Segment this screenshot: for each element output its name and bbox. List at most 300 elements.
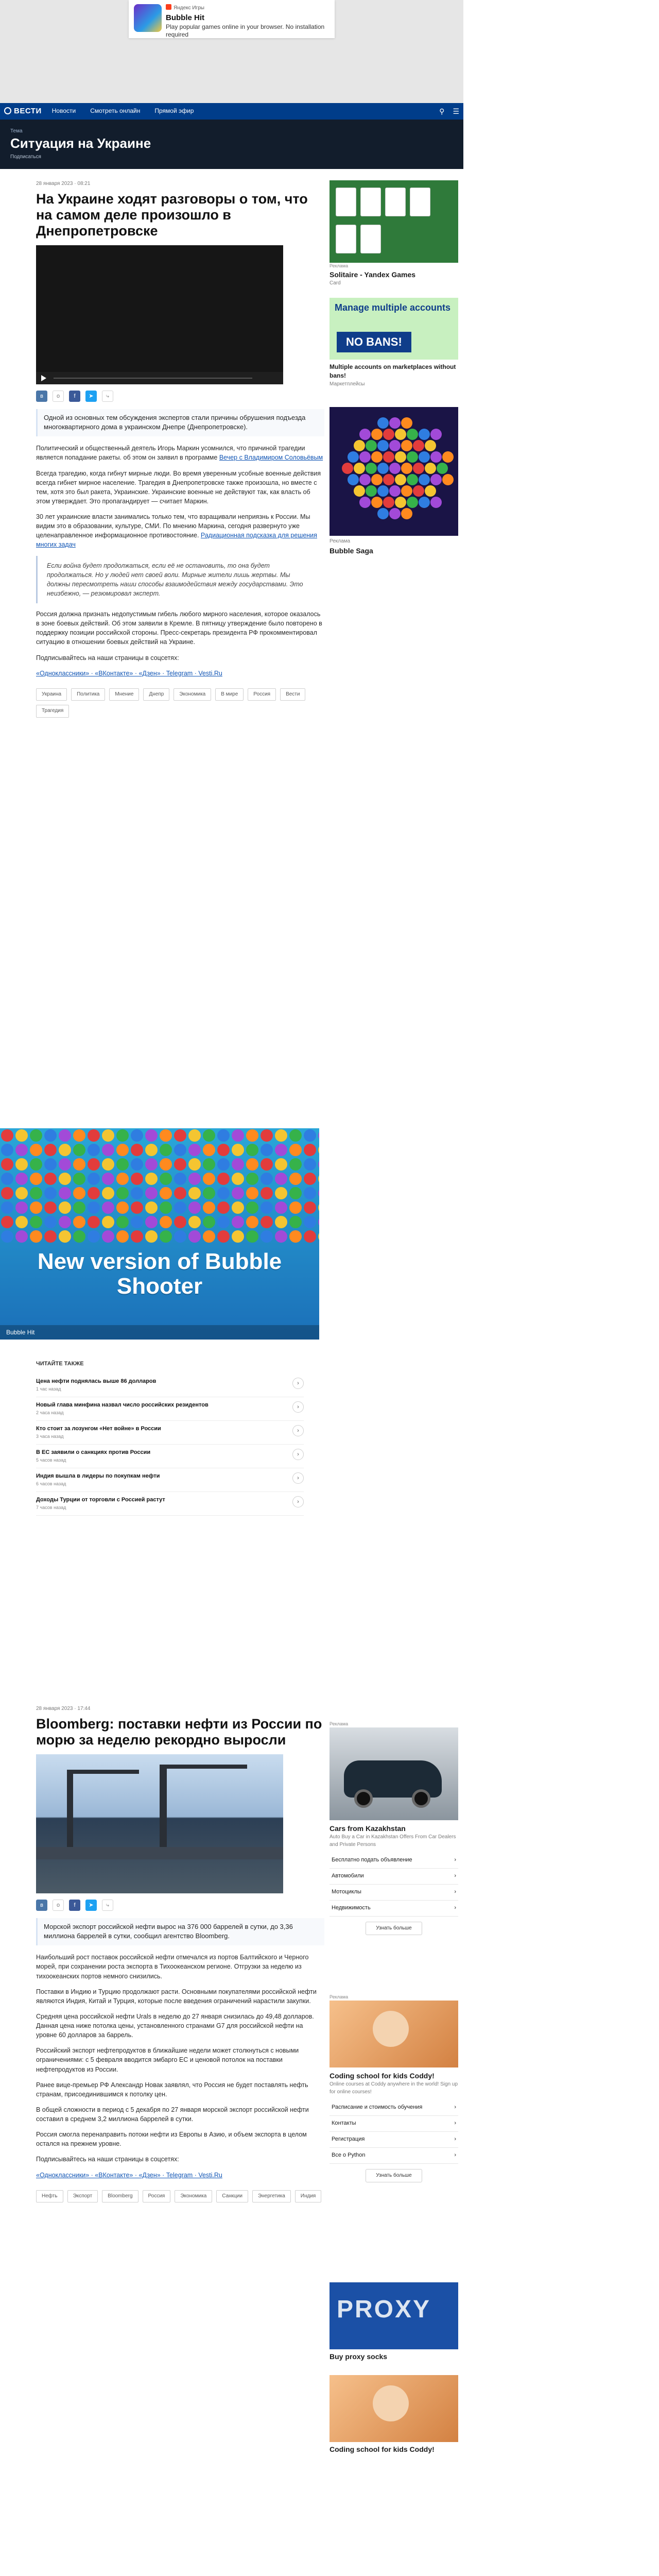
bubble-shape <box>304 1216 316 1228</box>
bubble-shape <box>1 1230 13 1243</box>
logo-text: ВЕСТИ <box>14 107 42 116</box>
bubble-shape <box>359 451 371 463</box>
bubble-headline: New version of Bubble Shooter <box>37 1249 282 1299</box>
tag[interactable]: Санкции <box>216 2190 248 2203</box>
bubble-shape <box>116 1129 129 1142</box>
arrow-right-icon: › <box>292 1401 304 1413</box>
play-icon[interactable] <box>41 375 46 381</box>
article-paragraph: Наибольший рост поставок российской нефти отмечался из портов Балтийского и Черного морей, при сохранении роста экспорта в Тихоокеанском регионе. Отгрузки за неделю из тихоокеанских портов немного снизились. <box>36 1954 309 1980</box>
bubble-shape <box>289 1129 302 1142</box>
bubble-shape <box>116 1158 129 1171</box>
tag[interactable]: Трагедия <box>36 705 69 718</box>
menu-item[interactable] <box>330 1853 458 1869</box>
article-paragraph <box>36 512 324 550</box>
item-time: 2 часа назад <box>36 1410 64 1415</box>
bubble-shape <box>102 1158 114 1171</box>
card-icon <box>336 225 356 253</box>
chevron-right-icon: › <box>454 1905 456 1911</box>
face-shape <box>373 2385 409 2421</box>
bubble-grid <box>0 1128 319 1236</box>
bubble-shape <box>30 1187 42 1199</box>
fb-share-icon[interactable]: f <box>69 1900 80 1911</box>
bubble-shape <box>145 1216 158 1228</box>
bubble-shape <box>232 1173 244 1185</box>
bubble-shape <box>430 429 442 440</box>
card-icon <box>336 188 356 216</box>
article-paragraph: Всегда трагедию, когда гибнут мирные люди. Во время уверенным усобные военные действия всегда гибнет мирное население. Трагедия в Днепропетровске также произошла, но вместе с тем, хотя это был ракета, Украинские. Украинские военные не действуют так, как власть об этом утверждает. Это пропагандирует — считает Маркин. <box>36 469 321 505</box>
bubble-shape <box>131 1173 143 1185</box>
bubble-shape <box>371 429 383 440</box>
crane-shape <box>67 1770 73 1852</box>
bubble-shape <box>425 485 436 497</box>
bubble-shape <box>275 1173 287 1185</box>
tag[interactable]: В мире <box>215 688 244 701</box>
tag[interactable]: Экономика <box>174 688 211 701</box>
article-lead: Морской экспорт российской нефти вырос на 376 000 баррелей в сутки, до 3,36 миллиона баррелей в сутки, сообщил агентство Bloomberg. <box>36 1918 324 1946</box>
bubble-shape <box>371 474 383 485</box>
article-paragraph: Российский экспорт нефтепродуктов в ближайшие недели может столкнуться с новыми ограничениями: с 5 февраля вводится эмбарго ЕС и ценовой потолок на поставки нефтепродуктов из России. <box>36 2047 299 2073</box>
bubble-shape <box>430 497 442 508</box>
card-icon <box>385 188 406 216</box>
menu-item[interactable] <box>330 2148 458 2164</box>
bubble-shape <box>232 1230 244 1243</box>
bubble-shape <box>348 474 359 485</box>
tag[interactable]: Политика <box>71 688 105 701</box>
share-bar <box>36 391 324 402</box>
learn-more-button[interactable]: Узнать больше <box>366 2169 422 2182</box>
bubble-shape <box>232 1144 244 1156</box>
section-header <box>10 128 283 161</box>
share-bar <box>36 1900 324 1911</box>
bubble-shape <box>59 1158 71 1171</box>
bubble-shape <box>174 1230 186 1243</box>
ad-title: Bubble Hit <box>166 13 204 22</box>
bubble-shape <box>160 1216 172 1228</box>
bubble-shape <box>275 1216 287 1228</box>
chevron-right-icon: › <box>454 1873 456 1879</box>
marketplace-banner <box>330 298 458 360</box>
bubble-shape <box>246 1201 258 1214</box>
list-item[interactable] <box>36 1492 304 1516</box>
bubble-shape <box>401 417 412 429</box>
proxy-ad[interactable] <box>330 2282 458 2362</box>
bubble-shape <box>275 1187 287 1199</box>
bubble-shape <box>59 1187 71 1199</box>
car-image <box>330 1727 458 1820</box>
bubble-shape <box>203 1201 215 1214</box>
article-quote: Если война будет продолжаться, если её не остановить, то она будет продолжаться. Но у людей нет своей воли. Мирные жители лишь жертвы. Мы должны пересмотреть наши способы взаимодействия между государствами. Это неизбежно, — резюмировал эксперт. <box>36 556 324 604</box>
bubble-shape <box>289 1144 302 1156</box>
ad-title: Cars from Kazakhstan <box>330 1824 406 1833</box>
chevron-right-icon: › <box>454 1889 456 1895</box>
nav-link-watch[interactable]: Смотреть онлайн <box>90 107 141 115</box>
bubble-shape <box>15 1129 28 1142</box>
bubble-shape <box>1 1144 13 1156</box>
article-title: На Украине ходят разговоры о том, что на самом деле произошло в Днепропетровске <box>36 191 308 239</box>
bubble-shape <box>377 463 389 474</box>
vk-share-icon[interactable]: в <box>36 1900 47 1911</box>
bubble-shape <box>131 1158 143 1171</box>
bubble-shape <box>217 1129 230 1142</box>
bubble-shape <box>359 497 371 508</box>
bubble-shape <box>389 417 401 429</box>
coding-school-ad-2[interactable] <box>330 2375 458 2454</box>
bubble-shape <box>160 1173 172 1185</box>
bubble-shape <box>102 1129 114 1142</box>
bubble-shape <box>188 1158 201 1171</box>
bubble-shape <box>395 474 406 485</box>
menu-icon[interactable]: ☰ <box>453 107 459 115</box>
breadcrumb[interactable]: Тема <box>10 128 23 134</box>
tag-list <box>36 688 324 718</box>
video-progress[interactable] <box>54 378 252 379</box>
bubble-shape <box>116 1201 129 1214</box>
bubble-shape <box>261 1230 273 1243</box>
bubble-shape <box>354 485 365 497</box>
list-item[interactable] <box>36 1374 304 1397</box>
tag[interactable]: Bloomberg <box>102 2190 138 2203</box>
menu-item[interactable] <box>330 2132 458 2148</box>
item-title: В ЕС заявили о санкциях против России <box>36 1449 151 1455</box>
bubble-shape <box>174 1129 186 1142</box>
bubble-shape <box>44 1230 57 1243</box>
bubble-shape <box>232 1187 244 1199</box>
bubble-shape <box>145 1158 158 1171</box>
bubble-shape <box>304 1144 316 1156</box>
bubble-shape <box>389 485 401 497</box>
crane-shape <box>160 1765 167 1852</box>
ad-description: Online courses at Coddy anywhere in the world! Sign up for online courses! <box>330 2081 458 2095</box>
bubble-shape <box>318 1230 319 1243</box>
bubble-shape <box>131 1187 143 1199</box>
solitaire-ad[interactable] <box>330 180 458 287</box>
tag[interactable]: Экспорт <box>67 2190 98 2203</box>
menu-item[interactable] <box>330 2116 458 2132</box>
ad-caption: Multiple accounts on marketplaces without bans! <box>330 363 456 380</box>
article-title: Bloomberg: поставки нефти из России по морю за неделю рекордно выросли <box>36 1716 322 1748</box>
bubble-shape <box>246 1230 258 1243</box>
list-item[interactable] <box>36 1468 304 1492</box>
search-icon[interactable]: ⚲ <box>439 107 445 115</box>
menu-item[interactable] <box>330 1869 458 1885</box>
bubble-shape <box>116 1216 129 1228</box>
ad-label: Рекламa <box>330 263 349 268</box>
ad-menu <box>330 2100 458 2164</box>
proxy-watermark: PROXY <box>337 2296 431 2323</box>
oil-terminal-image <box>36 1754 283 1893</box>
bubble-shape <box>413 440 424 451</box>
ad-source-label: Яндекс Игры <box>174 5 204 11</box>
logo-circle-icon <box>4 107 11 114</box>
bubble-shape <box>15 1216 28 1228</box>
menu-item[interactable] <box>330 1885 458 1901</box>
bubble-shape <box>73 1144 85 1156</box>
bubble-shape <box>174 1187 186 1199</box>
bubble-shape <box>203 1144 215 1156</box>
bubble-shape <box>419 474 430 485</box>
tg-share-icon[interactable]: ➤ <box>85 391 97 402</box>
inline-link[interactable]: Радиационная подсказка для решения многих задач <box>36 532 317 549</box>
bubble-shape <box>389 508 401 519</box>
bubble-footer: Bubble Hit <box>0 1325 319 1340</box>
bubble-shape <box>116 1230 129 1243</box>
learn-more-button[interactable]: Узнать больше <box>366 1922 422 1935</box>
program-link[interactable]: Вечер с Владимиром Соловьёвым <box>219 454 323 462</box>
bubble-shape <box>407 429 418 440</box>
bubble-shape <box>1 1201 13 1214</box>
article-lead: Одной из основных тем обсуждения экспертов стали причины обрушения подъезда многоквартирного дома в украинском Днепре (Днепропетровске). <box>36 409 324 437</box>
list-item[interactable] <box>36 1397 304 1421</box>
bubble-shape <box>275 1144 287 1156</box>
bubble-shape <box>131 1216 143 1228</box>
bubble-shape <box>188 1230 201 1243</box>
bubble-shape <box>88 1216 100 1228</box>
bubble-shape <box>377 485 389 497</box>
subscribe-link[interactable]: Подписаться <box>10 154 41 160</box>
bubble-shape <box>203 1187 215 1199</box>
bubble-shape <box>88 1187 100 1199</box>
site-logo[interactable] <box>4 106 42 117</box>
bubble-shape <box>1 1216 13 1228</box>
tag-list <box>36 2190 324 2203</box>
bubble-shape <box>442 451 454 463</box>
bubble-shape <box>15 1144 28 1156</box>
bubble-shape <box>389 463 401 474</box>
bubble-shape <box>261 1216 273 1228</box>
menu-item-label: Расписание и стоимость обучения <box>332 2104 423 2111</box>
ok-share-icon[interactable]: о <box>53 391 64 402</box>
bubble-shooter-ad[interactable] <box>0 1128 319 1340</box>
bubble-shape <box>160 1187 172 1199</box>
bubble-shape <box>407 474 418 485</box>
bubble-shape <box>413 463 424 474</box>
link-share-icon[interactable]: ⤷ <box>102 391 113 402</box>
tag[interactable]: Россия <box>248 688 276 701</box>
bubble-shape <box>174 1216 186 1228</box>
marketplace-ad[interactable] <box>330 298 458 388</box>
video-player[interactable] <box>36 245 283 384</box>
bubble-shape <box>442 474 454 485</box>
bubble-shape <box>232 1129 244 1142</box>
bubble-shape <box>413 485 424 497</box>
ok-share-icon[interactable]: о <box>53 1900 64 1911</box>
bubble-shape <box>44 1201 57 1214</box>
tag[interactable]: Украина <box>36 688 67 701</box>
bubble-shape <box>30 1144 42 1156</box>
article-paragraph: В общей сложности в период с 5 декабря по 27 января морской экспорт российской нефти составил в среднем 3,2 миллиона баррелей в сутки. <box>36 2106 309 2123</box>
bubble-shape <box>401 463 412 474</box>
bubble-shape <box>354 463 365 474</box>
vk-share-icon[interactable]: в <box>36 391 47 402</box>
menu-item-label: Недвижимость <box>332 1905 371 1911</box>
bubble-saga-ad[interactable] <box>330 407 458 556</box>
bubble-shape <box>145 1173 158 1185</box>
bubble-shape <box>203 1158 215 1171</box>
bubble-shape <box>246 1158 258 1171</box>
social-link-list[interactable]: «Одноклассники» · «ВКонтакте» · «Дзен» · Telegram · Vesti.Ru <box>36 669 222 677</box>
video-controls <box>36 372 283 384</box>
bubble-shape <box>188 1144 201 1156</box>
bubble-shape <box>116 1187 129 1199</box>
bubble-shape <box>15 1173 28 1185</box>
bubble-shape <box>359 429 371 440</box>
tag[interactable]: Экономика <box>175 2190 212 2203</box>
bubble-shape <box>318 1158 319 1171</box>
banner-headline: Manage multiple accounts <box>335 302 451 313</box>
bubble-shape <box>289 1187 302 1199</box>
bubble-shape <box>131 1230 143 1243</box>
tag[interactable]: Вести <box>280 688 305 701</box>
bubble-shape <box>304 1230 316 1243</box>
bubble-shape <box>88 1144 100 1156</box>
bubble-shape <box>318 1201 319 1214</box>
social-links <box>36 2171 324 2180</box>
bubble-shape <box>73 1158 85 1171</box>
bubble-shape <box>174 1173 186 1185</box>
bubble-shape <box>131 1144 143 1156</box>
bubble-shape <box>145 1201 158 1214</box>
bubble-shape <box>318 1129 319 1142</box>
bubble-shape <box>59 1230 71 1243</box>
bubble-shape <box>160 1201 172 1214</box>
bubble-shape <box>383 429 394 440</box>
paragraph-text: 30 лет украинские власти занимались только тем, что взращивали неприязнь к России. Мы видим это в образовании, культуре, СМИ. По мнению Маркина, сегодня развернуто уже целенаправленное информационное противостояние. <box>36 513 310 539</box>
bubble-shape <box>88 1201 100 1214</box>
item-time: 6 часов назад <box>36 1481 66 1486</box>
bubble-shape <box>73 1187 85 1199</box>
bubble-shape <box>44 1129 57 1142</box>
bubble-shape <box>30 1129 42 1142</box>
bubble-shape <box>217 1173 230 1185</box>
yandex-icon <box>166 4 171 10</box>
bubble-shape <box>419 429 430 440</box>
bubble-shape <box>131 1201 143 1214</box>
menu-item-label: Все о Python <box>332 2152 366 2159</box>
tag[interactable]: Мнение <box>109 688 139 701</box>
bubble-shape <box>275 1230 287 1243</box>
article-paragraph: Ранее вице-премьер РФ Александр Новак заявлял, что Россия не будет поставлять нефть странам, присоединившимся к потолку цен. <box>36 2081 308 2098</box>
bubble-shape <box>419 451 430 463</box>
subscribe-text: Подписывайтесь на наши страницы в соцсетях: <box>36 2156 179 2163</box>
game-ad[interactable] <box>129 0 335 38</box>
bubble-shape <box>131 1129 143 1142</box>
bubble-shape <box>366 463 377 474</box>
bubble-shape <box>275 1158 287 1171</box>
bubble-shape <box>377 440 389 451</box>
bubble-shape <box>304 1173 316 1185</box>
bubble-shape <box>160 1158 172 1171</box>
section-title[interactable]: Ситуация на Украине <box>10 135 151 151</box>
bubble-shape <box>217 1158 230 1171</box>
nav-icons <box>439 106 459 116</box>
car-ad[interactable] <box>330 1721 458 1935</box>
item-title: Цена нефти поднялась выше 86 долларов <box>36 1378 157 1384</box>
bubble-shape <box>116 1144 129 1156</box>
list-item[interactable] <box>36 1445 304 1468</box>
tg-share-icon[interactable]: ➤ <box>85 1900 97 1911</box>
bubble-shape <box>246 1129 258 1142</box>
bubble-shape <box>289 1201 302 1214</box>
bubble-shape <box>261 1144 273 1156</box>
bubble-shape <box>401 485 412 497</box>
bubble-shape <box>15 1230 28 1243</box>
bubble-shape <box>275 1129 287 1142</box>
tag[interactable]: Россия <box>143 2190 171 2203</box>
menu-item-label: Автомобили <box>332 1873 364 1879</box>
tag[interactable]: Индия <box>295 2190 322 2203</box>
bubble-shape <box>1 1158 13 1171</box>
main-navbar <box>0 103 463 120</box>
bubble-shape <box>188 1129 201 1142</box>
bubble-shape <box>145 1129 158 1142</box>
ad-menu <box>330 1853 458 1917</box>
nav-link-live[interactable]: Прямой эфир <box>154 107 194 115</box>
article-date: 28 января 2023 · 17:44 <box>36 1706 91 1711</box>
bubble-shape <box>261 1129 273 1142</box>
ad-source <box>166 4 328 12</box>
tag[interactable]: Нефть <box>36 2190 63 2203</box>
bubble-shape <box>289 1216 302 1228</box>
bubble-shape <box>232 1201 244 1214</box>
bubble-shape <box>377 417 389 429</box>
menu-item[interactable] <box>330 1901 458 1917</box>
bubble-shape <box>261 1187 273 1199</box>
nav-link-news[interactable]: Новости <box>51 107 76 115</box>
bubble-shape <box>44 1216 57 1228</box>
social-link-list[interactable]: «Одноклассники» · «ВКонтакте» · «Дзен» · Telegram · Vesti.Ru <box>36 2171 222 2179</box>
bubble-shape <box>203 1173 215 1185</box>
bubble-shape <box>59 1201 71 1214</box>
coding-school-ad[interactable] <box>330 1994 458 2182</box>
card-icon <box>360 225 381 253</box>
bubble-shape <box>88 1173 100 1185</box>
bubble-shape <box>342 463 353 474</box>
menu-item[interactable] <box>330 2100 458 2116</box>
wheel-shape <box>354 1789 373 1808</box>
bubble-shape <box>30 1173 42 1185</box>
list-item[interactable] <box>36 1421 304 1445</box>
article-date: 28 января 2023 · 08:21 <box>36 181 91 187</box>
tag[interactable]: Энергетика <box>252 2190 291 2203</box>
item-time: 1 час назад <box>36 1386 61 1392</box>
ad-description: Auto Buy a Car in Kazakhstan Offers From Car Dealers and Private Persons <box>330 1834 456 1848</box>
bubble-shape <box>430 474 442 485</box>
bubble-shape <box>318 1173 319 1185</box>
bubble-shape <box>430 451 442 463</box>
bubble-shape <box>425 463 436 474</box>
fb-share-icon[interactable]: f <box>69 391 80 402</box>
bubble-shape <box>203 1216 215 1228</box>
bubble-shape <box>30 1216 42 1228</box>
bubble-shape <box>1 1173 13 1185</box>
bubble-shape <box>73 1230 85 1243</box>
menu-item-label: Бесплатно подать объявление <box>332 1857 412 1863</box>
bubble-shape <box>246 1173 258 1185</box>
bubble-shape <box>383 451 394 463</box>
bubble-shape <box>145 1144 158 1156</box>
bubble-shape <box>304 1129 316 1142</box>
ad-description: Play popular games online in your browser. No installation required <box>166 23 325 39</box>
tag[interactable]: Днепр <box>143 688 169 701</box>
link-share-icon[interactable]: ⤷ <box>102 1900 113 1911</box>
bubble-shape <box>377 508 389 519</box>
solitaire-image <box>330 180 458 263</box>
nav-links <box>52 107 194 115</box>
kid-image <box>330 2001 458 2067</box>
item-time: 5 часов назад <box>36 1457 66 1463</box>
bubble-shape <box>261 1173 273 1185</box>
bubble-shape <box>217 1144 230 1156</box>
